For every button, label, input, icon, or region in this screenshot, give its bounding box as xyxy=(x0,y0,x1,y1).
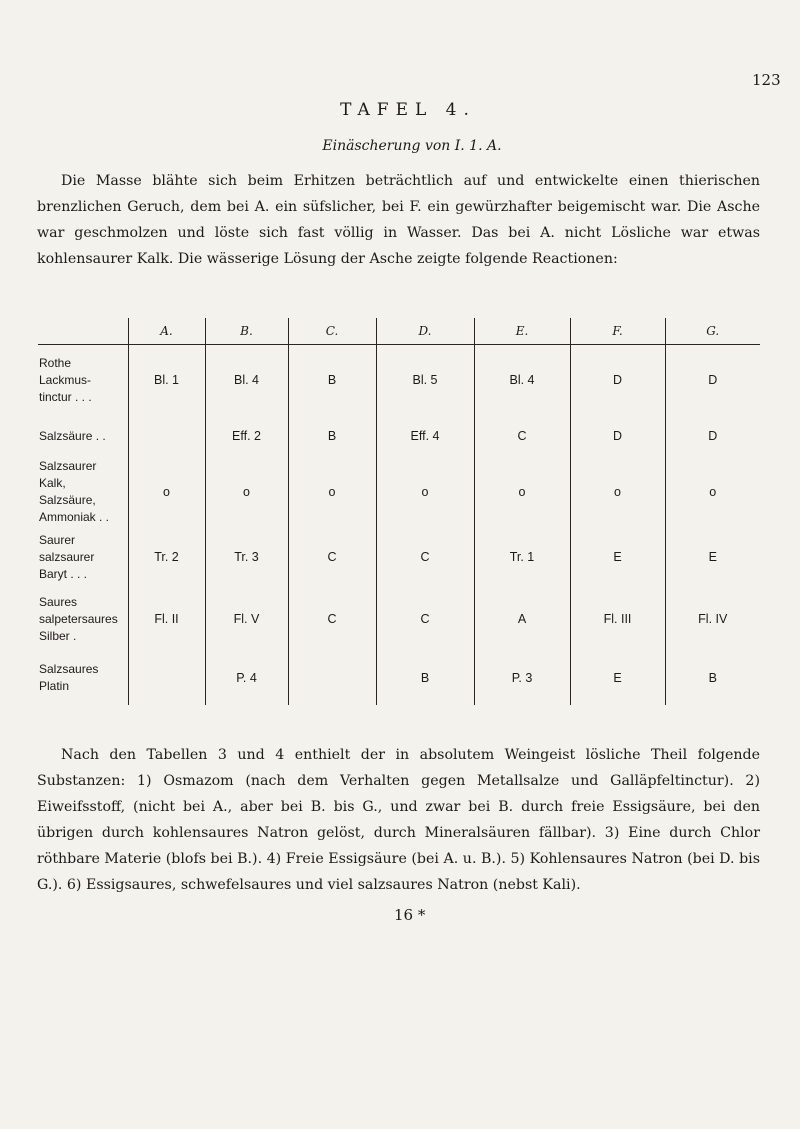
table-cell: C xyxy=(288,527,376,587)
table-cell: Bl. 4 xyxy=(205,345,288,416)
table-cell: Fl. V xyxy=(205,587,288,651)
signature-mark: 16 * xyxy=(394,906,426,924)
table-cell: D xyxy=(570,345,665,416)
table-row xyxy=(38,415,760,457)
table-cell: Fl. II xyxy=(128,587,205,651)
table-cell: o xyxy=(288,457,376,527)
table-cell: B xyxy=(288,345,376,416)
row-label: Salzsäure . . xyxy=(39,428,106,443)
page-number: 123 xyxy=(752,71,781,89)
table-cell: E xyxy=(570,651,665,705)
table-cell: C xyxy=(474,415,570,457)
column-header: D. xyxy=(376,318,474,345)
table-cell xyxy=(288,651,376,705)
table-cell: D xyxy=(665,345,760,416)
row-label: Salzsaurer Kalk, Salzsäure, Ammoniak . . xyxy=(39,459,110,524)
row-label: Saurer salzsaurer Baryt . . . xyxy=(39,532,95,581)
table-row xyxy=(38,651,760,705)
table-row xyxy=(38,345,760,416)
table-cell: B xyxy=(376,651,474,705)
table-cell: Tr. 3 xyxy=(205,527,288,587)
table-cell xyxy=(128,651,205,705)
row-label: Salzsaures Platin xyxy=(39,662,99,693)
reactions-table xyxy=(38,318,760,705)
table-cell: D xyxy=(665,415,760,457)
table-header-corner xyxy=(38,318,128,345)
table-row xyxy=(38,527,760,587)
column-header: B. xyxy=(205,318,288,345)
table-cell: D xyxy=(570,415,665,457)
table-cell: o xyxy=(570,457,665,527)
table-cell: A xyxy=(474,587,570,651)
table-cell: B xyxy=(665,651,760,705)
table-cell: C xyxy=(376,527,474,587)
table-cell: Fl. IV xyxy=(665,587,760,651)
table-cell: o xyxy=(474,457,570,527)
table-cell: Bl. 5 xyxy=(376,345,474,416)
row-label: Rothe Lackmus-tinctur . . . xyxy=(39,355,92,404)
table-cell: P. 3 xyxy=(474,651,570,705)
column-header: C. xyxy=(288,318,376,345)
column-header: G. xyxy=(665,318,760,345)
table-cell: Bl. 4 xyxy=(474,345,570,416)
table-cell: C xyxy=(376,587,474,651)
table-cell: o xyxy=(376,457,474,527)
table-cell: P. 4 xyxy=(205,651,288,705)
results-paragraph: Nach den Tabellen 3 und 4 enthielt der in absolutem Weingeist lösliche Theil folgende Substanzen: 1) Osmazom (nach dem Verhalten gegen Metallsalze und Galläpfeltinctur). 2) Eiweifsstoff, (nicht bei A., aber bei B. bis G., und zwar bei B. durch freie Essigsäure, bei den übrigen durch kohlensaures Natron gelöst, durch Mineralsäuren fällbar). 3) Eine durch Chlor röthbare Materie (blofs bei B.). 4) Freie Essigsäure (bei A. u. B.). 5) Kohlensaures Natron (bei D. bis G.). 6) Essigsaures, schwefelsaures und viel salzsaures Natron (nebst Kali). xyxy=(37,747,760,893)
table-cell xyxy=(128,415,205,457)
row-label: Saures salpetersaures Silber . xyxy=(39,594,118,643)
table-row xyxy=(38,457,760,527)
table-cell: o xyxy=(128,457,205,527)
table-cell: C xyxy=(288,587,376,651)
table-cell: Eff. 4 xyxy=(376,415,474,457)
table-cell: Bl. 1 xyxy=(128,345,205,416)
table-cell: o xyxy=(205,457,288,527)
subtitle: Einäscherung von I. 1. A. xyxy=(322,138,502,154)
table-cell: B xyxy=(288,415,376,457)
table-header-row xyxy=(38,318,760,345)
table-cell: E xyxy=(570,527,665,587)
table-cell: Tr. 1 xyxy=(474,527,570,587)
table-cell: o xyxy=(665,457,760,527)
table-row xyxy=(38,587,760,651)
column-header: F. xyxy=(570,318,665,345)
table-cell: Fl. III xyxy=(570,587,665,651)
table-cell: E xyxy=(665,527,760,587)
column-header: E. xyxy=(474,318,570,345)
column-header: A. xyxy=(128,318,205,345)
table-cell: Tr. 2 xyxy=(128,527,205,587)
intro-paragraph: Die Masse blähte sich beim Erhitzen beträchtlich auf und entwickelte einen thierischen brenzlichen Geruch, dem bei A. ein süfslicher, bei F. ein gewürzhafter beigemischt war. Die Asche war geschmolzen und löste sich fast völlig in Wasser. Das bei A. nicht Lösliche war etwas kohlensaurer Kalk. Die wässerige Lösung der Asche zeigte folgende Reactionen: xyxy=(37,173,760,267)
plate-title: TAFEL 4. xyxy=(340,100,476,120)
table-cell: Eff. 2 xyxy=(205,415,288,457)
